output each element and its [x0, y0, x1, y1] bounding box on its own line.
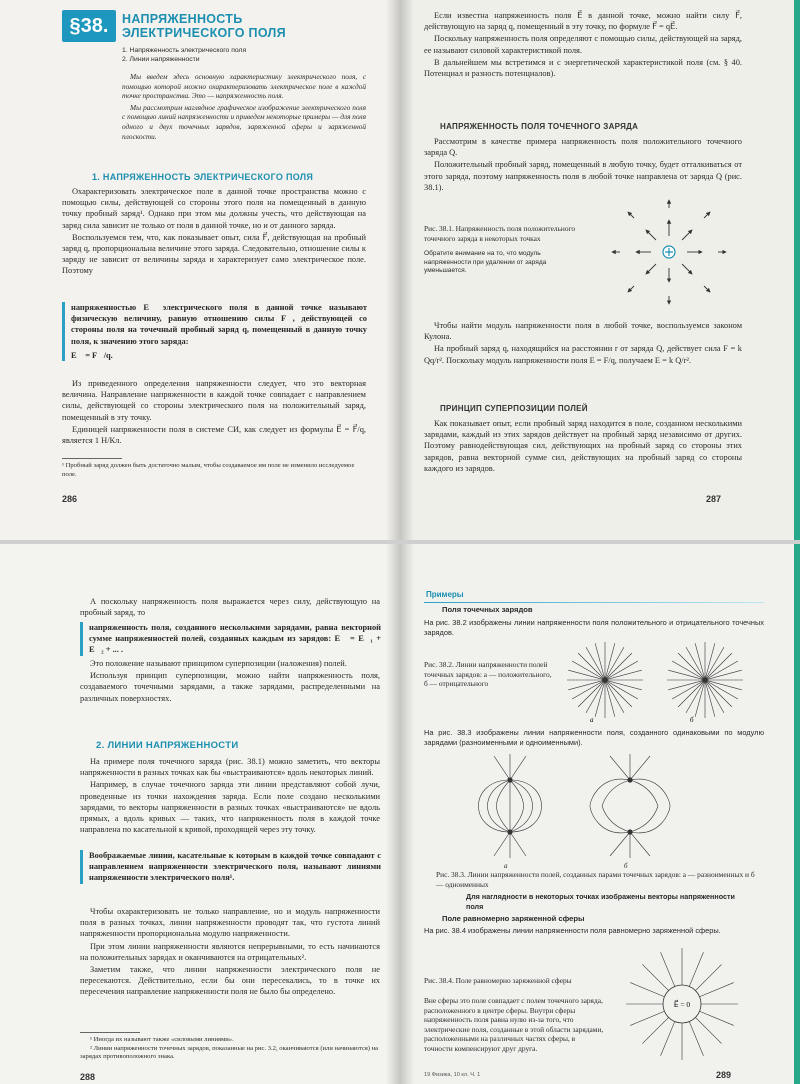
field-line	[706, 683, 715, 717]
field-line	[568, 670, 602, 679]
intro: Мы введем здесь основную характеристику электрического поля, с помощью которой можно охарактеризовать электрическое поле в каждой точке пространства. Это — напряженность поля. Мы рассмотрим наглядное графическое изображение электрического поля с помощью линий напряженности и приведем некоторые примеры — для поля одного и двух точечных зарядов, заряженной сферы и заряженной плоскости.	[122, 72, 366, 141]
fig3b-label: б	[624, 862, 628, 870]
definition-field-lines: Воображаемые линии, касательные к которым в каждой точке совпадают с направлением напряженности электрического поля, называют линиями напряженности электрического поля¹.	[80, 850, 381, 884]
fig4-caption: Рис. 38.4. Поле равномерно заряженной сферы	[424, 976, 572, 985]
field-line	[708, 682, 738, 700]
field-line	[700, 1011, 734, 1025]
p288-body: А поскольку напряженность поля выражается через силу, действующую на пробный заряд, то	[80, 597, 380, 618]
sphere-label: E⃗ = 0	[673, 1000, 691, 1009]
field-line	[707, 682, 732, 707]
sub-point-charges: Поля точечных зарядов	[442, 605, 533, 614]
field-line	[607, 647, 625, 677]
page-286	[0, 0, 400, 540]
field-line	[707, 683, 725, 713]
field-line	[689, 1022, 703, 1056]
p288-body-2: Это положение называют принципом суперпозиции (наложения) полей. Используя принцип суперпозиции, можно найти напряженность поля, создаваемого точечными зарядами, а также зарядами, распределенными на различных поверхностях.	[80, 659, 380, 703]
heading-1: 1. НАПРЯЖЕННОСТЬ ЭЛЕКТРИЧЕСКОГО ПОЛЯ	[92, 172, 314, 182]
heading-point-charge: НАПРЯЖЕННОСТЬ ПОЛЯ ТОЧЕЧНОГО ЗАРЯДА	[440, 122, 639, 131]
field-line	[708, 670, 742, 679]
fig3-dipole-lines	[470, 750, 730, 862]
field-line	[608, 681, 642, 690]
page-number: 286	[62, 494, 78, 504]
fig1-caption: Рис. 38.1. Напряженность поля положительного точечного заряда в некоторых точках	[424, 224, 576, 243]
fig2b-charge-icon	[702, 677, 708, 683]
text4: Вне сферы это поле совпадает с полем точечного заряда, расположенного в центре сферы. Внутри сферы напряженность поля равна нулю из-за того, что электрические поля, созданные в этой области зарядами, расположенными на различных частях сферы, в точности компенсируют друг друга.	[424, 996, 604, 1053]
field-line	[678, 682, 703, 707]
field-line	[672, 661, 702, 679]
page-287	[400, 0, 800, 540]
field-line	[606, 643, 615, 677]
field-line	[686, 683, 704, 713]
field-line	[686, 647, 704, 677]
fig1-point-charge-field	[606, 196, 732, 308]
field-line	[642, 964, 668, 990]
field-line	[642, 1017, 668, 1043]
field-line	[707, 653, 732, 678]
field-line	[607, 653, 632, 678]
field-line	[595, 643, 604, 677]
fig2a-label: а	[590, 716, 594, 724]
p287-body: Если известна напряженность поля E⃗ в данной точке, можно найти силу F⃗, действующую на заряд q, помещенный в эту точку, по формуле F⃗ = qE⃗. Поскольку напряженность поля определяют с помощью силы, действующей на заряд, ее называют силовой характеристикой поля. В дальнейшем мы встретимся и с энергетической характеристикой поля (см. § 40. Потенциал и разность потенциалов).	[424, 11, 742, 79]
text3: На рис. 38.4 изображены линии напряженности поля равномерно заряженной сферы.	[424, 926, 721, 935]
field-line	[568, 681, 602, 690]
page-number: 287	[706, 494, 722, 504]
heading-superposition: ПРИНЦИП СУПЕРПОЗИЦИИ ПОЛЕЙ	[440, 404, 588, 413]
field-line	[661, 1022, 675, 1056]
field-line	[586, 683, 604, 713]
field-line	[706, 643, 715, 677]
field-line	[689, 952, 703, 986]
field-line	[607, 683, 625, 713]
field-line	[608, 670, 642, 679]
p287-body-2: Рассмотрим в качестве примера напряженность поля положительного точечного заряда Q. Положительный пробный заряд, помещенный в любую точку, будет отталкиваться от этого заряда, поэтому напряженность поля в любой точке направлена от заряда Q (рис. 38.1).	[424, 137, 742, 192]
field-line	[708, 681, 742, 690]
definition-e: напряженностью E⃗ электрического поля в данной точке называют физическую величину, равную отношению силы F⃗, действующей со стороны поля на точечный пробный заряд q, помещенный в данную точку поля, к значению этого заряда: E⃗ = F⃗/q.	[62, 302, 367, 361]
field-line	[572, 682, 602, 700]
sub-sphere: Поле равномерно заряженной сферы	[442, 914, 585, 923]
page-288	[0, 544, 400, 1084]
field-line	[668, 670, 702, 679]
p288-body-3: На примере поля точечного заряда (рис. 38.1) можно заметить, что векторы напряженности в разных точках как бы «выстраиваются» вдоль некоторых линий. Например, в случае точечного заряда эти линии представляют собой лучи, проведенные из точки нахождения заряда. Если поле создано несколькими зарядами, то векторы напряженности в разных точках «выстраиваются» не вдоль прямых, а вдоль кривых — таких, что напряженность поля в каждой точке направлена по касательной к кривой, проходящей через эту точку.	[80, 757, 380, 835]
fig1-note: Обратите внимание на то, что модуль напряженности при удалении от заряда уменьшается.	[424, 250, 547, 275]
section-badge: §38.	[62, 10, 116, 42]
field-line	[695, 964, 721, 990]
field-line	[578, 653, 603, 678]
fig2b-label: б	[690, 716, 694, 724]
field-line	[595, 683, 604, 717]
field-line	[708, 661, 738, 679]
page-number: 288	[80, 1072, 96, 1082]
field-line	[630, 1011, 664, 1025]
field-line	[608, 661, 638, 679]
fig2a-charge-icon	[602, 677, 608, 683]
section-toc: 1. Напряженность электрического поля 2. Линии напряженности	[122, 47, 247, 63]
field-line	[707, 647, 725, 677]
field-line	[608, 682, 638, 700]
field-line	[695, 1017, 721, 1043]
field-line	[606, 683, 615, 717]
field-line	[672, 682, 702, 700]
field-line	[700, 983, 734, 997]
p286-body-2: Из приведенного определения напряженности следует, что это векторная величина. Направление напряженности в каждой точке совпадает с направлением силы, действующей со стороны электрического поля на положительный заряд, помещенный в эту точку. Единицей напряженности поля в системе СИ, как следует из формулы E⃗ = F⃗/q, является 1 Н/Кл.	[62, 379, 366, 446]
footnote: ¹ Пробный заряд должен быть достаточно малым, чтобы создаваемое им поле не изменило исследуемое поле.	[62, 462, 355, 478]
text2: На рис. 38.3 изображены линии напряженности поля, созданного одинаковыми по модулю зарядами (разноименными и одноименными).	[424, 728, 764, 747]
field-line	[668, 681, 702, 690]
examples-title: Примеры	[426, 590, 464, 599]
fig3a-lines	[479, 754, 542, 858]
fig3b-lines	[590, 754, 670, 858]
fig3a-label: а	[504, 862, 508, 870]
field-line	[678, 653, 703, 678]
definition-superposition: напряженность поля, созданного несколькими зарядами, равна векторной сумме напряженностей полей, созданных каждым из зарядов: E⃗ = E⃗₁ + E⃗₂ + ... .	[80, 622, 381, 656]
footer-left: 19 Физика, 10 кл. Ч. 1	[424, 1072, 481, 1078]
p287-body-3: Чтобы найти модуль напряженности поля в любой точке, воспользуемся законом Кулона. На пробный заряд q, находящийся на расстоянии r от заряда Q, действует сила F = k Qq/r². Поскольку модуль напряженности поля E = F/q, получаем E = k Q/r².	[424, 321, 742, 365]
p287-body-4: Как показывает опыт, если пробный заряд находится в поле, созданном несколькими зарядами, каждый из этих зарядов действует на пробный заряд независимо от других. Поэтому равнодействующая сил, действующих на пробный заряд со стороны этих зарядов, равна векторной сумме сил, действующих на пробный заряд со стороны каждого из зарядов.	[424, 419, 742, 473]
field-line	[661, 952, 675, 986]
fig2-caption: Рис. 38.2. Линии напряженности полей точечных зарядов: а — положительного, б — отрицательного	[424, 660, 552, 689]
page-289	[400, 544, 800, 1084]
fig3-caption: Рис. 38.3. Линии напряженности полей, созданных парами точечных зарядов: а — разноименных и б — одноименных	[436, 870, 755, 889]
footnotes: ¹ Иногда их называют также «силовыми линиями». ² Линии напряженности точечных зарядов, показанные на рис. 3.2, оканчиваются (или начинаются) на зарядах противоположного знака.	[80, 1036, 379, 1061]
field-line	[572, 661, 602, 679]
fig3-note: Для наглядности в некоторых точках изображены векторы напряженности поля	[466, 892, 735, 911]
field-line	[695, 643, 704, 677]
fig4-sphere-field	[608, 944, 756, 1062]
fig2-point-charge-lines	[560, 638, 750, 724]
field-line	[578, 682, 603, 707]
text1: На рис. 38.2 изображены линии напряженности поля положительного и отрицательного точечных зарядов.	[424, 618, 764, 637]
field-line	[630, 983, 664, 997]
field-line	[586, 647, 604, 677]
section-title: НАПРЯЖЕННОСТЬ ЭЛЕКТРИЧЕСКОГО ПОЛЯ	[122, 12, 286, 40]
page-number: 289	[716, 1070, 732, 1080]
p286-body: Охарактеризовать электрическое поле в данной точке пространства можно с помощью силы, действующей со стороны этого поля на помещенный в данную точку пробный заряд¹. Однако при этом мы должны учесть, что действующая на заряд сила зависит не только от поля в данной точке, но и от данного заряда. Воспользуемся тем, что, как показывает опыт, сила F⃗, действующая на пробный заряд q, пропорциональна величине этого заряда. Следовательно, отношение силы к заряду не зависит от величины заряда и характеризует само электрическое поле. Поэтому	[62, 187, 366, 276]
field-line	[695, 683, 704, 717]
heading-2: 2. ЛИНИИ НАПРЯЖЕННОСТИ	[96, 740, 239, 751]
p288-body-4: Чтобы охарактеризовать не только направление, но и модуль напряженности поля в разных точках, линии напряженности проводят так, что густота линий напряженности пропорциональна модулю напряженности. При этом линии напряженности являются непрерывными, то есть начинаются на положительных зарядах и оканчиваются на отрицательных². Заметим также, что линии напряженности электрического поля не пересекаются. Действительно, если бы они пересекались, то в точке их пересечения направление напряженности поля не было бы определено.	[80, 907, 380, 997]
field-line	[607, 682, 632, 707]
